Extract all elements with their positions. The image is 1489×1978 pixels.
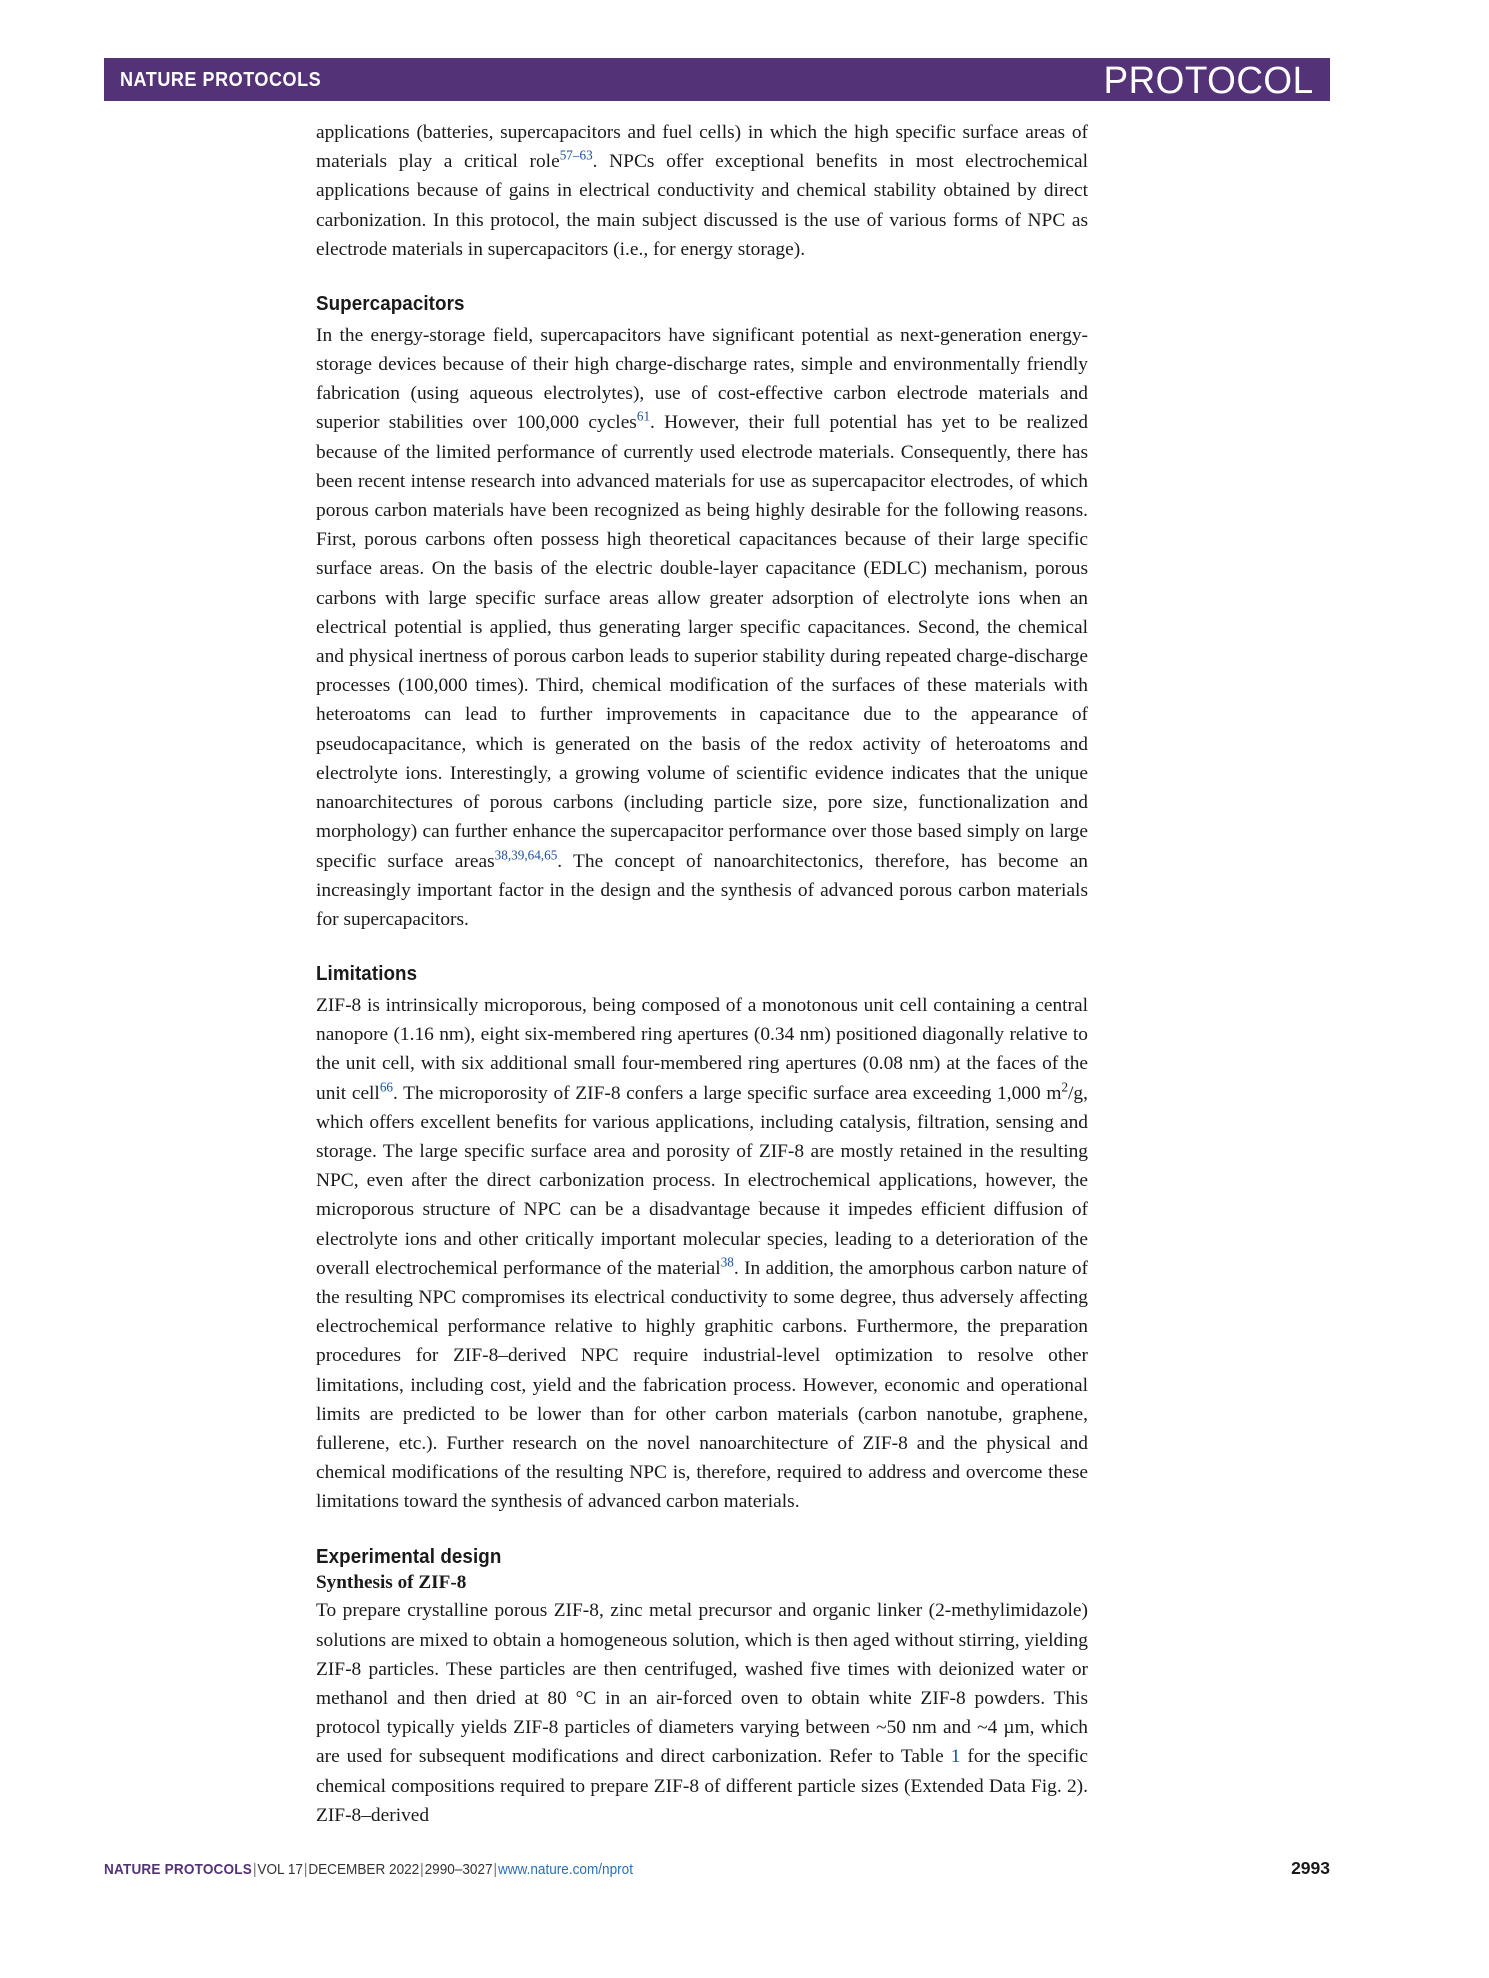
lim-text-1: ZIF-8 is intrinsically microporous, being composed of a monotonous unit cell containing a central nanopore (1.16 nm), eight six-membered ring apertures (0.34 nm) positioned diagonally relative to the unit cell, with six additional small four-membered ring apertures (0.08 nm) at the faces of the unit cell <box>316 994 1088 1104</box>
citation-38[interactable]: 38 <box>720 1254 734 1270</box>
subheading-synthesis-of-zif-8: Synthesis of ZIF-8 <box>316 1572 467 1594</box>
footer-page-number: 2993 <box>1291 1858 1330 1878</box>
footer-separator-2: | <box>303 1862 308 1878</box>
super-text-3: . The concept of nanoarchitectonics, therefore, has become an increasingly important factor in the design and the synthesis of advanced porous carbon materials for supercapacitors. <box>316 850 1088 930</box>
footer-separator-3: | <box>420 1862 424 1878</box>
footer-separator-1: | <box>252 1862 257 1878</box>
spacer <box>316 934 1088 963</box>
footer-citation-line <box>104 1862 633 1878</box>
intro-text-1: applications (batteries, supercapacitors and fuel cells) in which the high specific surface areas of materials play a critical role <box>316 122 1088 173</box>
superscript-square-meters: 2 <box>1061 1079 1069 1095</box>
footer-journal-name: NATURE PROTOCOLS <box>104 1862 253 1878</box>
heading-limitations: Limitations <box>316 963 418 986</box>
lim-text-3: . In addition, the amorphous carbon nature of the resulting NPC compromises its electrical conductivity to some degree, thus adversely affecting electrochemical performance relative to highly graphitic carbons. Furthermore, the preparation procedures for ZIF-8–derived NPC require industrial-level optimization to resolve other limitations, including cost, yield and the fabrication process. However, economic and operational limits are predicted to be lower than for other carbon materials (carbon nanotube, graphene, fullerene, etc.). Further research on the novel nanoarchitecture of ZIF-8 and the physical and chemical modifications of the resulting NPC is, therefore, required to address and overcome these limitations toward the synthesis of advanced carbon materials. <box>316 1257 1088 1513</box>
citation-38-39-64-65[interactable]: 38,39,64,65 <box>494 847 558 863</box>
lim-text-2a: . The microporosity of ZIF-8 confers a large specific surface area exceeding 1,000 m <box>393 1082 1062 1104</box>
spacer <box>316 264 1088 293</box>
spacer <box>316 1517 1088 1546</box>
intro-text-2: . NPCs offer exceptional benefits in most electrochemical applications because of gains in electrical conductivity and chemical stability obtained by direct carbonization. In this protocol, the main subject discussed is the use of various forms of NPC as electrode materials in supercapacitors (i.e., for energy storage). <box>316 151 1088 260</box>
paragraph-synthesis <box>316 1596 1088 1830</box>
footer-volume: VOL 17 <box>257 1862 303 1878</box>
text-column <box>316 118 1088 1830</box>
footer-url-link[interactable]: www.nature.com/nprot <box>497 1862 633 1878</box>
exp-text-2: for the specific chemical compositions required to prepare ZIF-8 of different particle sizes (Extended Data Fig. 2). ZIF-8–derived <box>316 1746 1088 1826</box>
table-1-link[interactable]: 1 <box>950 1746 961 1768</box>
paragraph-supercapacitors <box>316 321 1088 934</box>
exp-text-1: To prepare crystalline porous ZIF-8, zinc metal precursor and organic linker (2-methylimidazole) solutions are mixed to obtain a homogeneous solution, which is then aged without stirring, yielding ZIF-8 particles. These particles are then centrifuged, washed five times with deionized water or methanol and then dried at 80 °C in an air-forced oven to obtain white ZIF-8 powders. This protocol typically yields ZIF-8 particles of diameters varying between ~50 nm and ~4 µm, which are used for subsequent modifications and direct carbonization. Refer to Table <box>316 1600 1088 1768</box>
running-head-article-type: PROTOCOL <box>1103 59 1314 102</box>
footer-issue-date: DECEMBER 2022 <box>308 1862 420 1878</box>
running-head-bar <box>104 58 1330 101</box>
citation-66[interactable]: 66 <box>379 1079 394 1095</box>
super-text-2: . However, their full potential has yet to be realized because of the limited performance of currently used electrode materials. Consequently, there has been recent intense research into advanced materials for use as supercapacitor electrodes, of which porous carbon materials have been recognized as being highly desirable for the following reasons. First, porous carbons often possess high theoretical capacitances because of their large specific surface areas. On the basis of the electric double-layer capacitance (EDLC) mechanism, porous carbons with large specific surface areas allow greater adsorption of electrolyte ions when an electrical potential is applied, thus generating larger specific capacitances. Second, the chemical and physical inertness of porous carbon leads to superior stability during repeated charge-discharge processes (100,000 times). Third, chemical modification of the surfaces of these materials with heteroatoms can lead to further improvements in capacitance due to the appearance of pseudocapacitance, which is generated on the basis of the redox activity of heteroatoms and electrolyte ions. Interestingly, a growing volume of scientific evidence indicates that the unique nanoarchitectures of porous carbons (including particle size, pore size, functionalization and morphology) can further enhance the supercapacitor performance over those based simply on large specific surface areas <box>316 412 1088 872</box>
super-text-1: In the energy-storage field, supercapacitors have significant potential as next-generation energy-storage devices because of their high charge-discharge rates, simple and environmentally friendly fabrication (using aqueous electrolytes), use of cost-effective carbon electrode materials and superior stabilities over 100,000 cycles <box>316 324 1088 434</box>
paragraph-limitations <box>316 991 1088 1517</box>
paragraph-intro <box>316 118 1088 264</box>
running-head-journal-name: NATURE PROTOCOLS <box>120 67 322 91</box>
footer-page-range: 2990–3027 <box>424 1862 493 1878</box>
citation-57-63[interactable]: 57–63 <box>559 147 593 163</box>
page-footer <box>104 1858 1330 1879</box>
footer-separator-4: | <box>493 1862 498 1878</box>
heading-experimental-design: Experimental design <box>316 1545 502 1568</box>
citation-61[interactable]: 61 <box>636 408 651 424</box>
heading-supercapacitors: Supercapacitors <box>316 293 465 316</box>
lim-text-2b: /g, which offers excellent benefits for various applications, including catalysis, filtration, sensing and storage. The large specific surface area and porosity of ZIF-8 are mostly retained in the resulting NPC, even after the direct carbonization process. In electrochemical applications, however, the microporous structure of NPC can be a disadvantage because it impedes efficient diffusion of electrolyte ions and other critically important molecular species, leading to a deterioration of the overall electrochemical performance of the material <box>316 1082 1088 1279</box>
